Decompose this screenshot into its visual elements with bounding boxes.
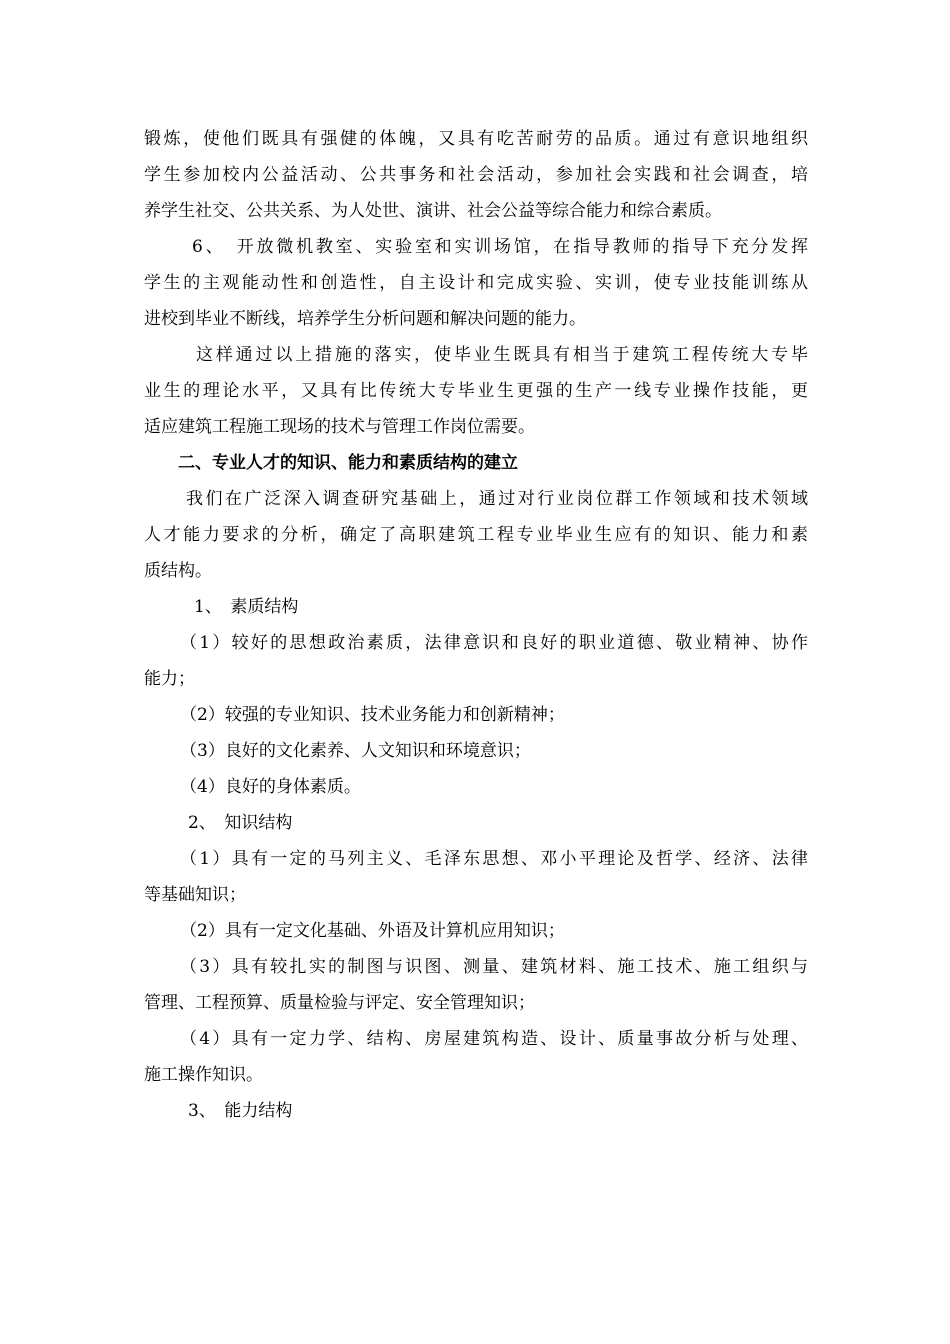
list-item-line: 管理、工程预算、质量检验与评定、安全管理知识； <box>144 993 535 1013</box>
list-item-line: 等基础知识； <box>144 885 246 905</box>
list-item-line: （1）较好的思想政治素质，法律意识和良好的职业道德、敬业精神、协作 <box>180 633 808 653</box>
paragraph-line: 这样通过以上措施的落实，使毕业生既具有相当于建筑工程传统大专毕 <box>196 345 808 365</box>
list-item-line: （4）良好的身体素质。 <box>180 777 361 797</box>
paragraph-line: 养学生社交、公共关系、为人处世、演讲、社会公益等综合能力和综合素质。 <box>144 201 722 221</box>
list-item-line: （2）较强的专业知识、技术业务能力和创新精神； <box>180 705 565 725</box>
paragraph-line: 人才能力要求的分析，确定了高职建筑工程专业毕业生应有的知识、能力和素 <box>144 525 808 545</box>
paragraph-line: 我们在广泛深入调查研究基础上，通过对行业岗位群工作领域和技术领域 <box>186 489 808 509</box>
paragraph-line: 适应建筑工程施工现场的技术与管理工作岗位需要。 <box>144 417 535 437</box>
list-item-line: 施工操作知识。 <box>144 1065 263 1085</box>
list-item-line: （2）具有一定文化基础、外语及计算机应用知识； <box>180 921 565 941</box>
paragraph-line: 进校到毕业不断线，培养学生分析问题和解决问题的能力。 <box>144 309 586 329</box>
paragraph-line: 质结构。 <box>144 561 212 581</box>
list-item-line: （4）具有一定力学、结构、房屋建筑构造、设计、质量事故分析与处理、 <box>180 1029 808 1049</box>
paragraph-line: 锻炼，使他们既具有强健的体魄，又具有吃苦耐劳的品质。通过有意识地组织 <box>144 129 808 149</box>
subsection-heading: 2、 知识结构 <box>188 813 293 833</box>
subsection-heading: 3、 能力结构 <box>188 1101 293 1121</box>
list-item-line: （3）具有较扎实的制图与识图、测量、建筑材料、施工技术、施工组织与 <box>180 957 808 977</box>
subsection-heading: 1、 素质结构 <box>194 597 299 617</box>
paragraph-line: 学生参加校内公益活动、公共事务和社会活动，参加社会实践和社会调查，培 <box>144 165 808 185</box>
list-item-line: （3）良好的文化素养、人文知识和环境意识； <box>180 741 531 761</box>
section-heading: 二、专业人才的知识、能力和素质结构的建立 <box>178 453 518 473</box>
paragraph-line: 业生的理论水平，又具有比传统大专毕业生更强的生产一线专业操作技能，更 <box>144 381 808 401</box>
paragraph-line: 6、 开放微机教室、实验室和实训场馆，在指导教师的指导下充分发挥 <box>192 237 808 257</box>
list-item-line: （1）具有一定的马列主义、毛泽东思想、邓小平理论及哲学、经济、法律 <box>180 849 808 869</box>
list-item-line: 能力； <box>144 669 195 689</box>
paragraph-line: 学生的主观能动性和创造性，自主设计和完成实验、实训，使专业技能训练从 <box>144 273 808 293</box>
